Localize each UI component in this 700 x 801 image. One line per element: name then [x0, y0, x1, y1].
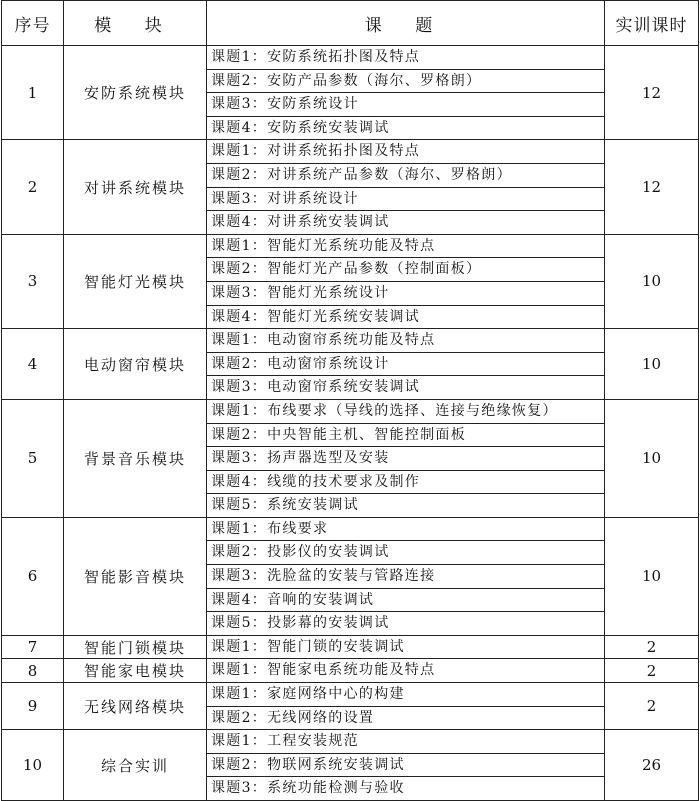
topic-item: 课题1：对讲系统拓扑图及特点	[207, 140, 604, 164]
topic-item: 课题3：电动窗帘系统安装调试	[211, 379, 421, 396]
topics-cell	[207, 46, 605, 140]
table-row	[2, 659, 699, 683]
topics-cell	[207, 517, 605, 635]
topic-item: 课题3：洗脸盆的安装与管路连接	[207, 565, 604, 589]
training-hours: 10	[605, 329, 699, 400]
topic-item: 课题2：无线网络的设置	[211, 709, 375, 726]
training-hours: 2	[605, 683, 699, 730]
topic-item: 课题1：布线要求（导线的选择、连接与绝缘恢复）	[207, 400, 604, 424]
training-hours: 10	[605, 234, 699, 328]
topic-item: 课题4：对讲系统安装调试	[211, 214, 390, 231]
topic-item: 课题4：智能灯光系统安装调试	[211, 308, 421, 325]
topic-item: 课题1：智能家电系统功能及特点	[211, 662, 436, 679]
topics-cell	[207, 659, 605, 683]
topic-item: 课题1：工程安装规范	[207, 730, 604, 754]
module-name: 智能灯光模块	[64, 234, 207, 328]
row-index: 10	[2, 730, 64, 801]
table-body	[2, 46, 699, 801]
table-row	[2, 399, 699, 517]
table-row	[2, 140, 699, 234]
module-name: 电动窗帘模块	[64, 329, 207, 400]
table-row	[2, 730, 699, 801]
row-index: 3	[2, 234, 64, 328]
module-name: 综合实训	[64, 730, 207, 801]
topics-cell	[207, 399, 605, 517]
module-name: 智能家电模块	[64, 659, 207, 683]
training-hours: 12	[605, 140, 699, 234]
table-row	[2, 234, 699, 328]
topic-item: 课题3：安防系统设计	[207, 93, 604, 117]
module-name: 智能影音模块	[64, 517, 207, 635]
topic-item: 课题4：安防系统安装调试	[211, 119, 390, 136]
table-row	[2, 635, 699, 659]
topic-item: 课题1：安防系统拓扑图及特点	[207, 46, 604, 70]
row-index: 5	[2, 399, 64, 517]
topic-item: 课题2：电动窗帘系统设计	[207, 353, 604, 377]
topic-item: 课题3：系统功能检测与验收	[211, 780, 405, 797]
row-index: 8	[2, 659, 64, 683]
topics-cell	[207, 635, 605, 659]
row-index: 1	[2, 46, 64, 140]
topics-cell	[207, 683, 605, 730]
topic-item: 课题4：音响的安装调试	[207, 589, 604, 613]
topic-item: 课题1：家庭网络中心的构建	[207, 683, 604, 707]
topics-cell	[207, 140, 605, 234]
training-hours: 2	[605, 659, 699, 683]
row-index: 4	[2, 329, 64, 400]
topic-item: 课题3：扬声器选型及安装	[207, 447, 604, 471]
topics-cell	[207, 329, 605, 400]
topic-item: 课题1：智能灯光系统功能及特点	[207, 235, 604, 259]
header-hours: 实训课时	[605, 1, 699, 46]
training-hours: 2	[605, 635, 699, 659]
topic-item: 课题3：智能灯光系统设计	[207, 282, 604, 306]
module-name: 无线网络模块	[64, 683, 207, 730]
table-row	[2, 517, 699, 635]
topic-item: 课题1：电动窗帘系统功能及特点	[207, 329, 604, 353]
header-module: 模 块	[64, 1, 207, 46]
topic-item: 课题3：对讲系统设计	[207, 188, 604, 212]
header-index: 序号	[2, 1, 64, 46]
row-index: 2	[2, 140, 64, 234]
topics-cell	[207, 234, 605, 328]
training-hours: 10	[605, 399, 699, 517]
header-row	[2, 1, 699, 46]
training-hours: 10	[605, 517, 699, 635]
table-row	[2, 329, 699, 400]
topic-item: 课题5：系统安装调试	[211, 497, 359, 514]
table-row	[2, 683, 699, 730]
module-name: 安防系统模块	[64, 46, 207, 140]
topic-item: 课题4：线缆的技术要求及制作	[207, 471, 604, 495]
training-hours: 12	[605, 46, 699, 140]
topics-cell	[207, 730, 605, 801]
training-hours: 26	[605, 730, 699, 801]
row-index: 6	[2, 517, 64, 635]
topic-item: 课题1：布线要求	[207, 518, 604, 542]
curriculum-table	[1, 0, 699, 801]
topic-item: 课题2：对讲系统产品参数（海尔、罗格朗）	[207, 164, 604, 188]
table-row	[2, 46, 699, 140]
row-index: 9	[2, 683, 64, 730]
topic-item: 课题2：物联网系统安装调试	[207, 754, 604, 778]
row-index: 7	[2, 635, 64, 659]
header-topics: 课 题	[207, 1, 605, 46]
module-name: 智能门锁模块	[64, 635, 207, 659]
topic-item: 课题2：安防产品参数（海尔、罗格朗）	[207, 70, 604, 94]
module-name: 对讲系统模块	[64, 140, 207, 234]
topic-item: 课题1：智能门锁的安装调试	[211, 638, 405, 655]
topic-item: 课题2：投影仪的安装调试	[207, 541, 604, 565]
topic-item: 课题2：中央智能主机、智能控制面板	[207, 424, 604, 448]
topic-item: 课题2：智能灯光产品参数（控制面板）	[207, 258, 604, 282]
topic-item: 课题5：投影幕的安装调试	[211, 615, 390, 632]
module-name: 背景音乐模块	[64, 399, 207, 517]
